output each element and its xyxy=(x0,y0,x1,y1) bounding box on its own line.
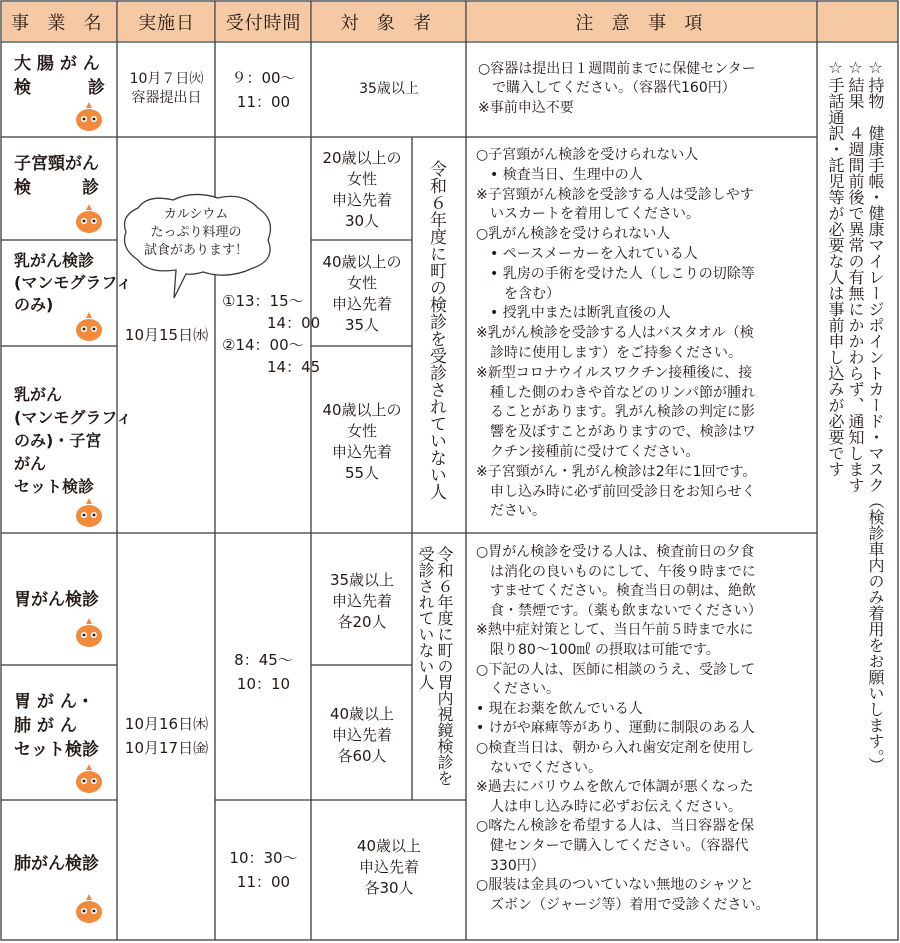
daicho-date: 10月７日㈫ 容器提出日 xyxy=(129,71,204,106)
i-name: 胃がん検診 xyxy=(14,590,99,610)
mascot-icon xyxy=(72,892,106,926)
bubble-text: カルシウム たっぷり料理の 試食があります！ xyxy=(143,207,248,258)
ihai-target: 40歳以上 申込先着 各60人 xyxy=(329,705,395,765)
nyu-target: 40歳以上の 女性 申込先着 35人 xyxy=(322,253,402,334)
header-time: 受付時間 xyxy=(216,2,311,41)
group2-time: 8：45〜 10：10 xyxy=(234,651,293,693)
group2-vertical-note: 令和６年度に町の胃内視鏡検診を受診されていない人 xyxy=(416,546,454,786)
daicho-notes: ○容器は提出日１週間前までに保健センター で購入してください。（容器代160円） ※事前申込不要 xyxy=(478,61,756,116)
i-target: 35歳以上 申込先着 各20人 xyxy=(329,571,395,631)
daicho-time: ９：00〜 11：00 xyxy=(231,69,296,111)
header-target: 対 象 者 xyxy=(312,2,466,41)
group1-vertical-note: 令和６年度に町の検診を受診されていない人 xyxy=(426,160,446,500)
group1-notes: ○子宮頸がん検診を受けられない人 • 検査当日、生理中の人 ※子宮頸がん検診を受診する人は受診しやす いスカートを着用してください。 ○乳がん検診を受けられない人 • ペースメーカーを入れている人 • 乳房の手術を受けた人（しこりの切除等 を含む） • 授乳中または断乳直後の人 ※乳がん検診を受診する人はバスタオル（検 診時に使用します）をご持参ください。 ※新型コロナウイルスワクチン接種後に、接 種した側のわきや首などのリンパ節が腫れ ることがあります。乳がん検診の判定に影 響を及ぼすことがありますので、検診はワ クチン接種前に受けてください。 ※子宮頸がん・乳がん検診は2年に1回です。 申し込み時に必ず前回受診日をお知らせく ださい。 xyxy=(476,147,757,520)
header-name: 事 業 名 xyxy=(2,2,117,41)
nyu-name: 乳がん検診 (マンモグラフィ のみ) xyxy=(14,251,133,314)
hai-target: 40歳以上 申込先着 各30人 xyxy=(356,837,422,897)
shikyu-target: 20歳以上の 女性 申込先着 30人 xyxy=(322,149,402,230)
shikyu-name: 子宮頸がん 検 診 xyxy=(14,154,99,198)
group1-date: 10月15日㈬ xyxy=(124,326,209,344)
header-notes: 注 意 事 項 xyxy=(467,2,817,41)
mascot-icon xyxy=(72,762,106,796)
group1-time: ①13：15〜 14：00 ②14：00〜 14：45 xyxy=(222,292,321,376)
group2-date: 10月16日㈭ 10月17日㈮ xyxy=(124,715,209,757)
daicho-name: 大 腸 が ん 検 診 xyxy=(14,54,105,98)
hai-time: 10：30〜 11：00 xyxy=(229,849,298,891)
ihai-name: 胃 が ん・ 肺 が ん セット検診 xyxy=(14,692,99,760)
set1-target: 40歳以上の 女性 申込先着 55人 xyxy=(322,401,402,482)
mascot-icon xyxy=(72,496,106,530)
mascot-icon xyxy=(72,202,106,236)
mascot-icon xyxy=(72,310,106,344)
side-note-3: ☆手話通訳・託児等が必要な人は事前申し込みが必要です xyxy=(826,58,845,477)
mascot-icon xyxy=(72,616,106,650)
group2-notes: ○胃がん検診を受ける人は、検査前日の夕食 は消化の良いものにして、午後９時までに すませてください。検査当日の朝は、絶飲 食・禁煙です。（薬も飲まないでください） ※熱中症対策として、当日午前５時まで水に 限り80〜100㎖ の摂取は可能です。 ○下記の人は、医師に相談のうえ、受診して ください。 • 現在お薬を飲んでいる人 • けがや麻痺等があり、運動に制限のある人 ○検査当日は、朝から入れ歯安定剤を使用し ないでください。 ※過去にバリウムを飲んで体調が悪くなった 人は申し込み時に必ずお伝えください。 ○喀たん検診を希望する人は、当日容器を保 健センターで購入してください。（容器代 330円） ○服装は金具のついていない無地のシャツと ズボン（ジャージ等）着用で受診ください。 xyxy=(476,544,770,913)
set1-name: 乳がん (マンモグラフィ のみ)・子宮 がん セット検診 xyxy=(14,385,133,496)
side-note-1: ☆持物 健康手帳・健康マイレージポイントカード・マスク（検診車内のみ着用をお願いします。） xyxy=(866,58,885,773)
mascot-icon xyxy=(72,100,106,134)
hai-name: 肺がん検診 xyxy=(14,854,99,874)
daicho-target: 35歳以上 xyxy=(359,81,419,97)
header-date: 実施日 xyxy=(118,2,215,41)
side-note-2: ☆結果 ４週間前後で異常の有無にかかわらず、通知します xyxy=(846,58,865,493)
